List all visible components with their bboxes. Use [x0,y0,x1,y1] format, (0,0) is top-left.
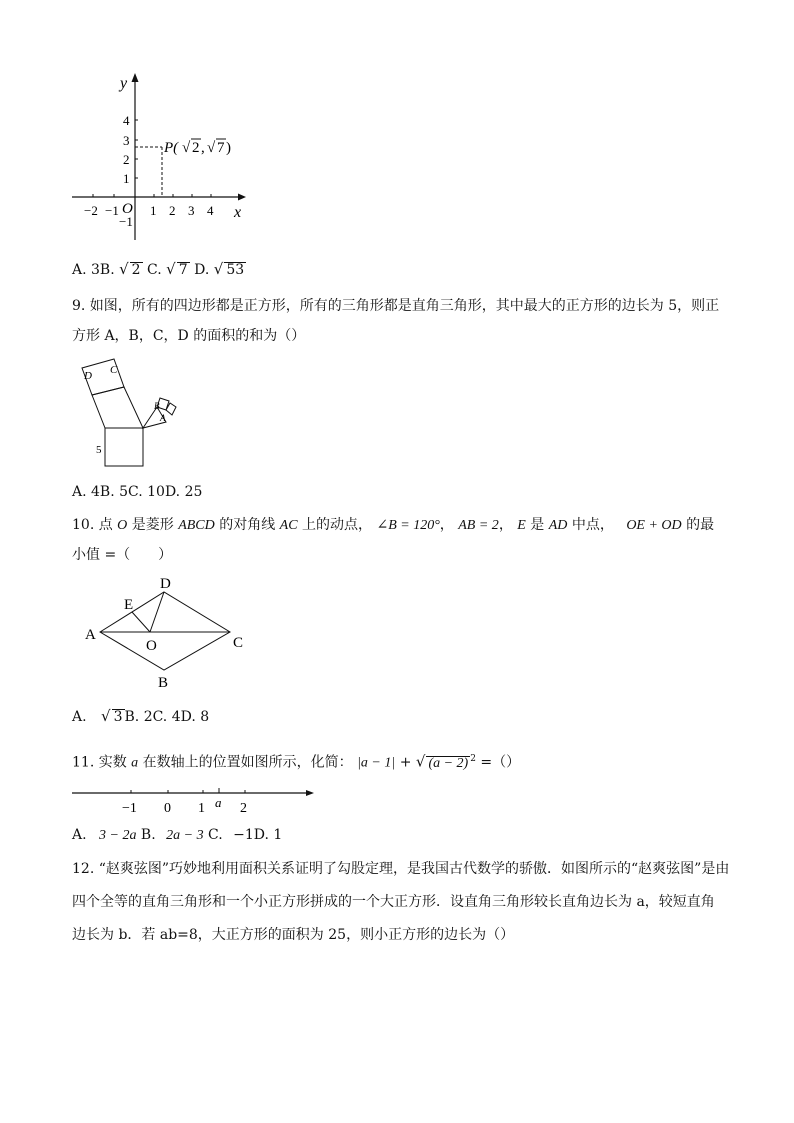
point-label: P( [164,140,179,156]
y-tick-label: 3 [123,133,130,148]
y-axis-label: y [120,75,128,92]
q12-stem-line2: 四个全等的直角三角形和一个小正方形拼成的一个大正方形．设直角三角形较长直角边长为 a，较短直角 [72,894,715,910]
x-tick-label: −1 [105,203,119,218]
y-axis-arrow [132,73,139,82]
q10-stem-line1: 10. 点 O 是菱形 ABCD 的对角线 AC 上的动点， ∠B = 120°， AB = 2， E 是 AD 中点， OE + OD 的最 [72,517,715,533]
svg-text:,: , [201,140,205,156]
svg-text:√: √ [182,140,191,156]
tick-label: −1 [122,801,137,816]
tick-label: 2 [240,801,247,816]
x-axis-label: x [234,204,242,221]
vertex-d-label: D [160,576,171,592]
vertex-b-label: B [158,675,169,691]
x-tick-label: 2 [169,203,176,218]
x-axis-arrow [238,194,246,201]
x-tick-label: 4 [207,203,214,218]
coordinate-plane-figure [70,70,260,245]
y-tick-label: −1 [119,214,133,229]
point-close: ) [226,140,231,156]
x-tick-label: −2 [84,203,98,218]
side-length-label: 5 [96,444,102,456]
q11-options: A. 3 − 2a B. 2a − 3 C. −1D. 1 [72,827,283,843]
number-line-figure [70,780,320,820]
square-d-label: D [84,370,92,382]
q12-stem-line3: 边长为 b．若 ab=8，大正方形的面积为 25，则小正方形的边长为（） [72,927,515,943]
square-a-label: A [160,413,166,423]
y-tick-label: 4 [123,113,130,128]
point-y-radicand: 7 [217,140,225,156]
square-b-label: B [154,401,160,411]
tick-label: 1 [198,801,205,816]
q9-stem-line2: 方形 A，B，C，D 的面积的和为（） [72,328,306,344]
q8-options: A. 3B. √ 2 C. √ 7 D. √ 53 [72,260,245,278]
q12-stem-line1: 12. “赵爽弦图”巧妙地利用面积关系证明了勾股定理，是我国古代数学的骄傲．如图所示的“赵爽弦图”是由 [72,861,730,877]
svg-text:√: √ [207,140,216,156]
q10-options: A. √ 3 B. 2C. 4D. 8 [72,707,210,725]
point-x-radicand: 2 [192,140,200,156]
point-o-label: O [146,638,157,654]
point-e-label: E [124,597,134,613]
rhombus-figure [80,572,250,692]
q10-stem-line2: 小值 =（ ） [72,547,173,563]
origin-label: O [122,201,133,217]
x-tick-label: 1 [150,203,157,218]
y-tick-label: 2 [123,152,130,167]
pythagorean-tree-figure [70,355,180,475]
q11-stem: 11. 实数 a 在数轴上的位置如图所示，化简： |a − 1| + √ (a − 2) $^2$ =（） [72,752,521,771]
tick-label: 0 [164,801,171,816]
x-tick-label: 3 [188,203,195,218]
y-tick-label: 1 [123,171,130,186]
q9-stem-line1: 9. 如图，所有的四边形都是正方形，所有的三角形都是直角三角形，其中最大的正方形的边长为 5，则正 [72,298,720,314]
point-a-label: a [215,795,222,810]
square-c-label: C [110,364,118,376]
vertex-c-label: C [233,635,244,651]
q9-options: A. 4B. 5C. 10D. 25 [72,484,203,500]
vertex-a-label: A [85,627,96,643]
